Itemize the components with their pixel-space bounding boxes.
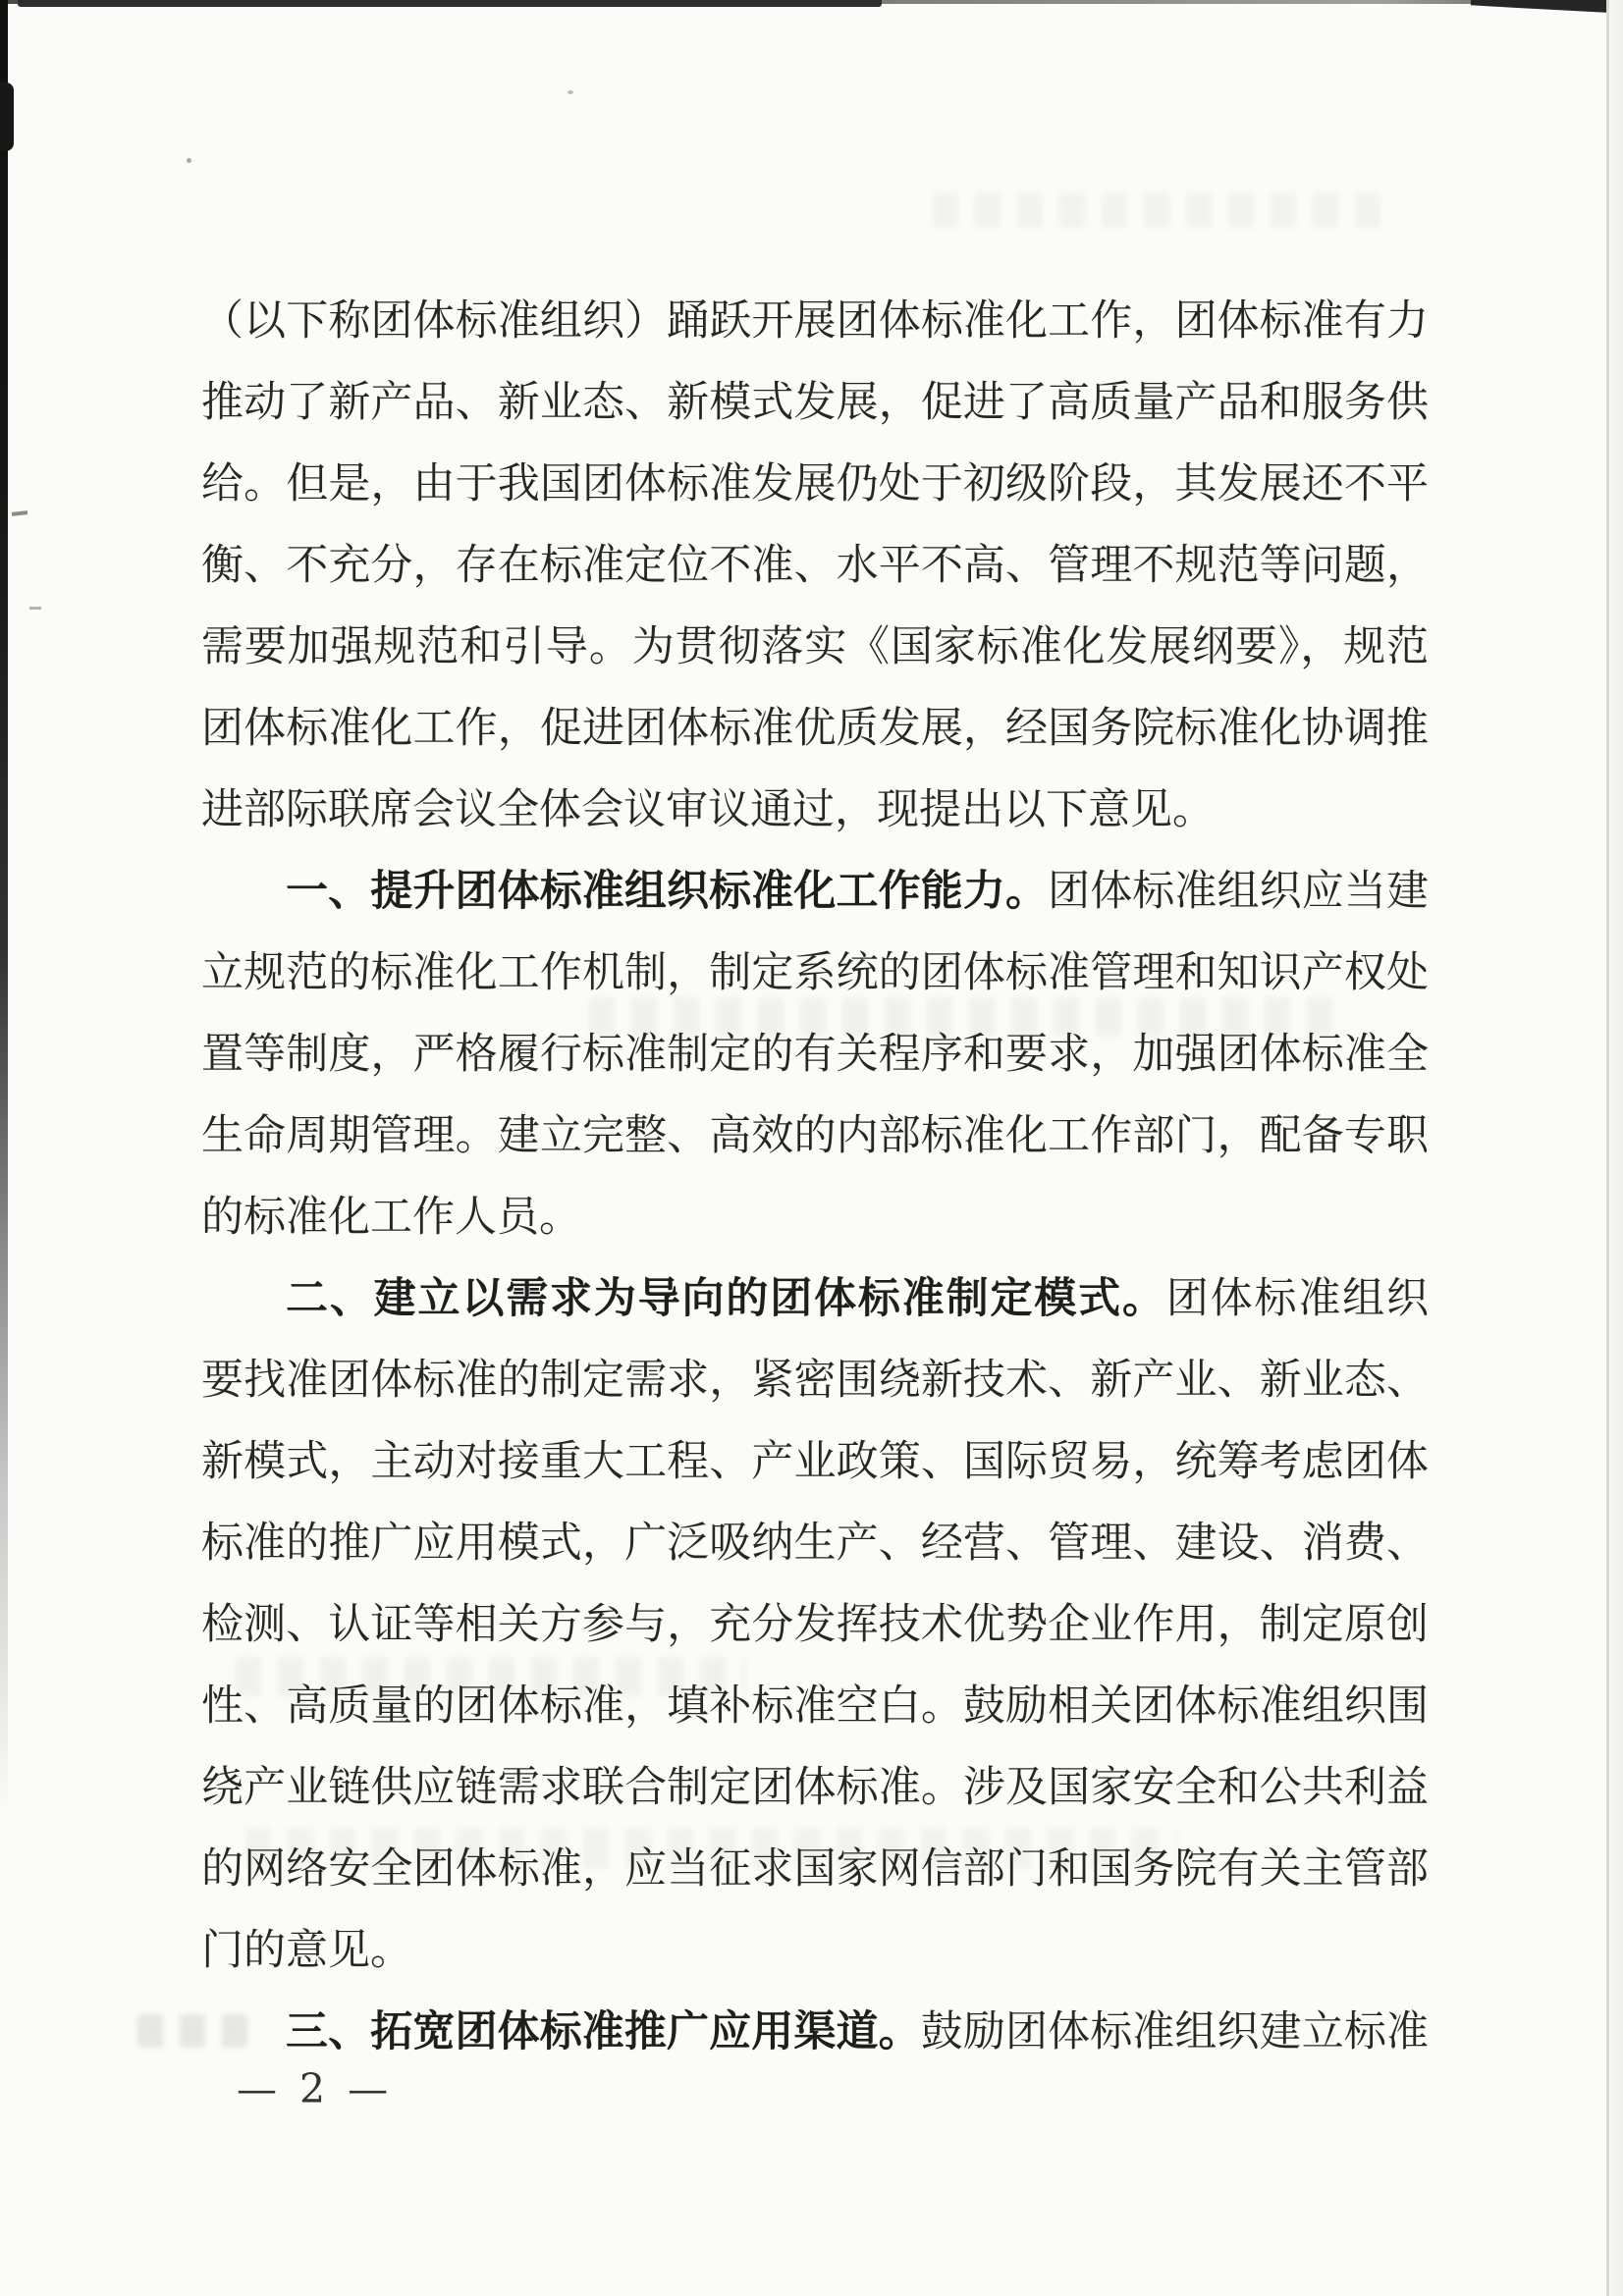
scan-speck [29,607,41,610]
document-body-text [201,281,1429,2073]
scan-speck [12,510,27,516]
text-line: 新模式，主动对接重大工程、产业政策、国际贸易，统筹考虑团体 [201,1437,1429,1486]
text-line: 置等制度，严格履行标准制定的有关程序和要求，加强团体标准全 [201,1030,1429,1079]
scan-speck [568,90,573,94]
text-line: 门的意见。 [201,1926,412,1975]
text-line: 三、拓宽团体标准推广应用渠道。鼓励团体标准组织建立标准 [286,2007,1430,2056]
scan-right-margin-shade [1609,0,1623,2296]
scan-corner-top-right [1471,0,1610,13]
text-line: 二、建立以需求为导向的团体标准制定模式。团体标准组织 [286,1274,1430,1323]
text-line: 进部际联席会议全体会议审议通过，现提出以下意见。 [201,785,1215,834]
text-line: 的网络安全团体标准，应当征求国家网信部门和国务院有关主管部 [201,1844,1429,1894]
text-line: （以下称团体标准组织）踊跃开展团体标准化工作，团体标准有力 [201,296,1429,346]
scan-edge-top-thick [18,0,882,7]
text-line: 性、高质量的团体标准，填补标准空白。鼓励相关团体标准组织围 [201,1682,1429,1731]
text-line: 一、提升团体标准组织标准化工作能力。团体标准组织应当建 [286,867,1430,916]
page-number: — 2 — [237,2065,394,2112]
text-line: 团体标准化工作，促进团体标准优质发展，经国务院标准化协调推 [201,704,1429,753]
text-line: 标准的推广应用模式，广泛吸纳生产、经营、管理、建设、消费、 [201,1519,1429,1568]
text-line: 衡、不充分，存在标准定位不准、水平不高、管理不规范等问题， [201,541,1429,590]
text-line: 的标准化工作人员。 [201,1193,581,1242]
section-heading: 一、提升团体标准组织标准化工作能力。 [286,867,1049,916]
text-line: 立规范的标准化工作机制，制定系统的团体标准管理和知识产权处 [201,948,1429,997]
bleed-through-artifact [933,192,1394,228]
text-line: 检测、认证等相关方参与，充分发挥技术优势企业作用，制定原创 [201,1600,1429,1649]
text-line: 需要加强规范和引导。为贯彻落实《国家标准化发展纲要》，规范 [201,622,1429,671]
text-line: 生命周期管理。建立完整、高效的内部标准化工作部门，配备专职 [201,1111,1429,1160]
text-line: 绕产业链供应链需求联合制定团体标准。涉及国家安全和公共利益 [201,1763,1429,1812]
text-line: 推动了新产品、新业态、新模式发展，促进了高质量产品和服务供 [201,378,1429,427]
scan-edge-left-blob [0,82,14,151]
scan-edge-left-strip [0,0,8,1914]
text-line: 给。但是，由于我国团体标准发展仍处于初级阶段，其发展还不平 [201,459,1429,508]
section-heading: 三、拓宽团体标准推广应用渠道。 [286,2007,921,2056]
scan-speck [187,158,191,163]
section-heading: 二、建立以需求为导向的团体标准制定模式。 [286,1274,1166,1323]
text-line: 要找准团体标准的制定需求，紧密围绕新技术、新产业、新业态、 [201,1356,1429,1405]
